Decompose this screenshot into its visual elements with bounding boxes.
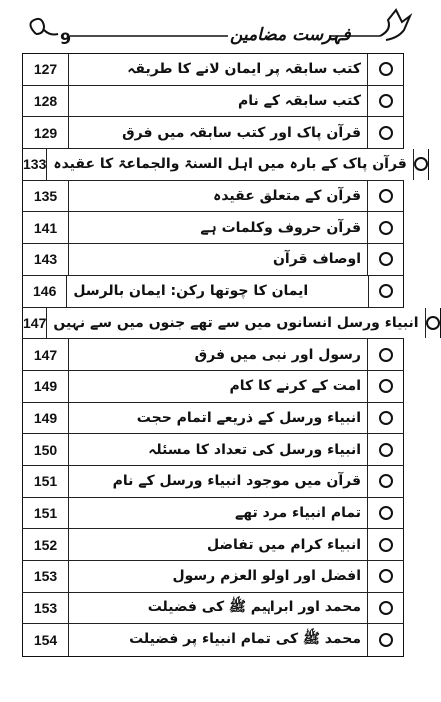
circle-bullet-icon <box>379 569 393 583</box>
toc-row <box>22 276 404 308</box>
toc-page-number: 129 <box>22 117 69 148</box>
toc-bullet-cell <box>368 498 404 529</box>
circle-bullet-icon <box>379 506 393 520</box>
page-title: فہرست مضامین <box>230 25 351 45</box>
circle-bullet-icon <box>379 348 393 362</box>
toc-bullet-cell <box>369 276 404 307</box>
page-number: 9 <box>60 29 72 48</box>
toc-bullet-cell <box>368 339 404 370</box>
circle-bullet-icon <box>426 316 440 330</box>
toc-bullet-cell <box>426 308 441 339</box>
toc-entry-title: انبیاء ورسل کی تعداد کا مسئلہ <box>69 434 368 465</box>
toc-row <box>22 403 404 435</box>
circle-bullet-icon <box>379 221 393 235</box>
toc-row <box>22 498 404 530</box>
circle-bullet-icon <box>379 94 393 108</box>
toc-row <box>22 244 404 276</box>
circle-bullet-icon <box>414 157 428 171</box>
toc-row <box>22 561 404 593</box>
toc-bullet-cell <box>414 149 429 180</box>
toc-entry-title: اوصاف قرآن <box>69 244 368 275</box>
toc-row <box>22 529 404 561</box>
toc-bullet-cell <box>368 561 404 592</box>
toc-row <box>22 434 404 466</box>
toc-page-number: 147 <box>22 308 47 339</box>
toc-row <box>22 624 404 656</box>
toc-page-number: 150 <box>22 434 69 465</box>
circle-bullet-icon <box>379 633 393 647</box>
toc-row <box>22 149 407 181</box>
toc-bullet-cell <box>368 212 404 243</box>
toc-row <box>22 54 404 86</box>
toc-row <box>22 593 404 625</box>
toc-bullet-cell <box>368 624 404 656</box>
toc-row <box>22 86 404 118</box>
toc-page-number: 143 <box>22 244 69 275</box>
table-of-contents <box>22 53 419 657</box>
toc-row <box>22 339 404 371</box>
toc-entry-title: محمد ﷺ کی تمام انبیاء پر فضیلت <box>69 624 368 656</box>
toc-page-number: 152 <box>22 529 69 560</box>
toc-entry-title: قرآن پاک اور کتب سابقہ میں فرق <box>69 117 368 148</box>
toc-bullet-cell <box>368 244 404 275</box>
circle-bullet-icon <box>379 284 393 298</box>
toc-row <box>22 181 404 213</box>
toc-page-number: 135 <box>22 181 69 212</box>
toc-bullet-cell <box>368 54 404 85</box>
toc-bullet-cell <box>368 434 404 465</box>
toc-bullet-cell <box>368 117 404 148</box>
toc-page-number: 146 <box>22 276 67 307</box>
toc-entry-title: انبیاء کرام میں تفاضل <box>69 529 368 560</box>
toc-page-number: 127 <box>22 54 69 85</box>
toc-row <box>22 371 404 403</box>
toc-entry-title: کتب سابقہ کے نام <box>69 86 368 117</box>
circle-bullet-icon <box>379 601 393 615</box>
toc-entry-title: کتب سابقہ پر ایمان لانے کا طریقہ <box>69 54 368 85</box>
circle-bullet-icon <box>379 443 393 457</box>
circle-bullet-icon <box>379 474 393 488</box>
toc-entry-title: انبیاء ورسل کے ذریعے اتمام حجت <box>69 403 368 434</box>
toc-bullet-cell <box>368 466 404 497</box>
toc-page-number: 149 <box>22 371 69 402</box>
toc-bullet-cell <box>368 529 404 560</box>
page-header <box>0 0 434 50</box>
toc-entry-title: رسول اور نبی میں فرق <box>69 339 368 370</box>
toc-bullet-cell <box>368 371 404 402</box>
toc-entry-title: افضل اور اولو العزم رسول <box>69 561 368 592</box>
toc-page-number: 153 <box>22 561 69 592</box>
toc-row <box>22 308 419 340</box>
toc-bullet-cell <box>368 181 404 212</box>
toc-page-number: 141 <box>22 212 69 243</box>
circle-bullet-icon <box>379 189 393 203</box>
circle-bullet-icon <box>379 62 393 76</box>
circle-bullet-icon <box>379 538 393 552</box>
circle-bullet-icon <box>379 411 393 425</box>
toc-page-number: 133 <box>22 149 47 180</box>
circle-bullet-icon <box>379 126 393 140</box>
toc-page-number: 147 <box>22 339 69 370</box>
toc-row <box>22 466 404 498</box>
toc-page-number: 154 <box>22 624 69 656</box>
toc-page-number: 151 <box>22 466 69 497</box>
toc-entry-title: قرآن کے متعلق عقیدہ <box>69 181 368 212</box>
toc-entry-title: تمام انبیاء مرد تھے <box>69 498 368 529</box>
toc-row <box>22 117 404 149</box>
toc-page-number: 151 <box>22 498 69 529</box>
toc-bullet-cell <box>368 403 404 434</box>
toc-page-number: 149 <box>22 403 69 434</box>
toc-row <box>22 212 404 244</box>
toc-page-number: 153 <box>22 593 69 624</box>
toc-entry-title: محمد اور ابراہیم ﷺ کی فضیلت <box>69 593 368 624</box>
toc-bullet-cell <box>368 86 404 117</box>
toc-entry-title: امت کے کرنے کا کام <box>69 371 368 402</box>
toc-bullet-cell <box>368 593 404 624</box>
toc-entry-title: ایمان کا چوتھا رکن: ایمان بالرسل <box>67 276 369 307</box>
toc-entry-title: قرآن حروف وکلمات ہے <box>69 212 368 243</box>
circle-bullet-icon <box>379 252 393 266</box>
toc-entry-title: قرآن میں موجود انبیاء ورسل کے نام <box>69 466 368 497</box>
toc-entry-title: قرآن پاک کے بارہ میں اہل السنۃ والجماعۃ کا عقیدہ <box>47 149 413 180</box>
toc-page-number: 128 <box>22 86 69 117</box>
circle-bullet-icon <box>379 379 393 393</box>
toc-entry-title: انبیاء ورسل انسانوں میں سے تھے جنوں میں سے نہیں <box>47 308 425 339</box>
